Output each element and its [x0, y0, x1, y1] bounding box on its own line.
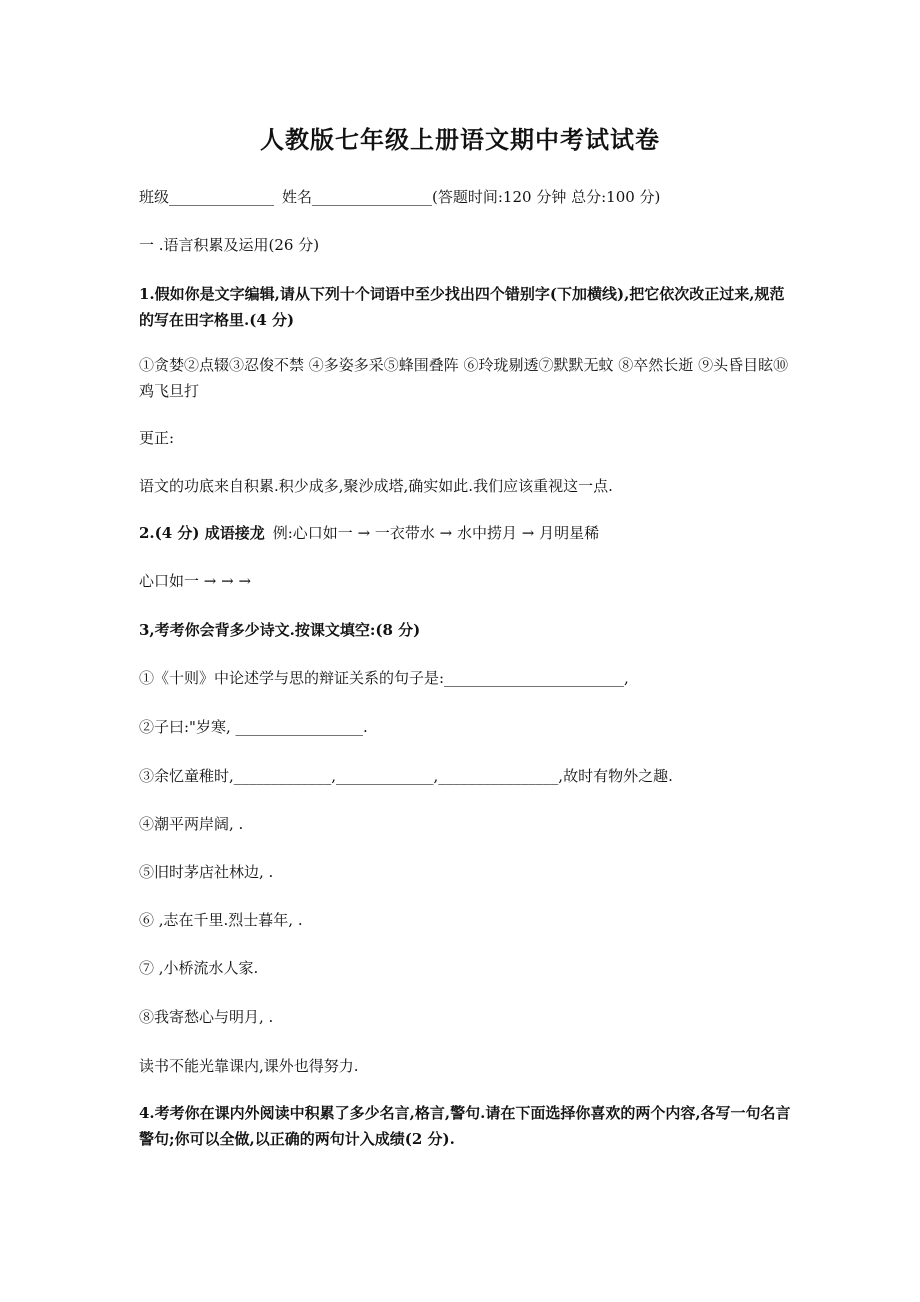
question-2-example: 例:心口如一 → 一衣带水 → 水中捞月 → 月明星稀	[272, 524, 600, 542]
question-2-answer: 心口如一 → → →	[139, 572, 252, 590]
question-3-heading: 3,考考你会背多少诗文.按课文填空:(8 分)	[139, 621, 421, 639]
question-3-item: ③余忆童稚时,_____________,_____________,________________,故时有物外之趣.	[139, 767, 673, 785]
question-3-item: ⑦ ,小桥流水人家.	[139, 959, 259, 977]
question-3-item: ④潮平两岸阔, .	[139, 815, 244, 833]
question-3-item: ⑤旧时茅店社林边, .	[139, 863, 274, 881]
question-3-item: ②子曰:"岁寒, _________________.	[139, 718, 368, 736]
section-heading: 一 .语言积累及运用(26 分)	[139, 236, 320, 254]
question-2-heading: 2.(4 分) 成语接龙	[139, 524, 265, 542]
question-1-prompt: 1.假如你是文字编辑,请从下列十个词语中至少找出四个错别字(下加横线),把它依次改正过来,规范的写在田字格里.(4 分)	[139, 285, 785, 329]
name-blank: ________________	[312, 188, 433, 206]
class-label: 班级	[139, 188, 170, 206]
exam-meta: (答题时间:120 分钟 总分:100 分)	[432, 188, 661, 206]
student-info-line	[139, 185, 799, 209]
correction-label: 更正:	[139, 429, 175, 447]
question-4-prompt: 4.考考你在课内外阅读中积累了多少名言,格言,警句.请在下面选择你喜欢的两个内容,各写一句名言警句;你可以全做,以正确的两句计入成绩(2 分).	[139, 1104, 791, 1148]
name-label: 姓名	[282, 188, 313, 206]
class-blank: ______________	[169, 188, 275, 206]
study-note: 语文的功底来自积累.积少成多,聚沙成塔,确实如此.我们应该重视这一点.	[139, 477, 613, 495]
question-3-item: ⑧我寄愁心与明月, .	[139, 1008, 274, 1026]
question-1-words: ①贪婪②点辍③忍俊不禁 ④多姿多采⑤蜂围叠阵 ⑥玲珑剔透⑦默默无蚊 ⑧卒然长逝 ⑨头昏目眩⑩鸡飞旦打	[139, 356, 789, 400]
question-3-item: ①《十则》中论述学与思的辩证关系的句子是:________________________,	[139, 669, 629, 687]
question-2-line	[139, 521, 799, 545]
page-title: 人教版七年级上册语文期中考试试卷	[260, 125, 660, 154]
question-3-item: ⑥ ,志在千里.烈士暮年, .	[139, 911, 303, 929]
reading-note: 读书不能光靠课内,课外也得努力.	[139, 1057, 359, 1075]
